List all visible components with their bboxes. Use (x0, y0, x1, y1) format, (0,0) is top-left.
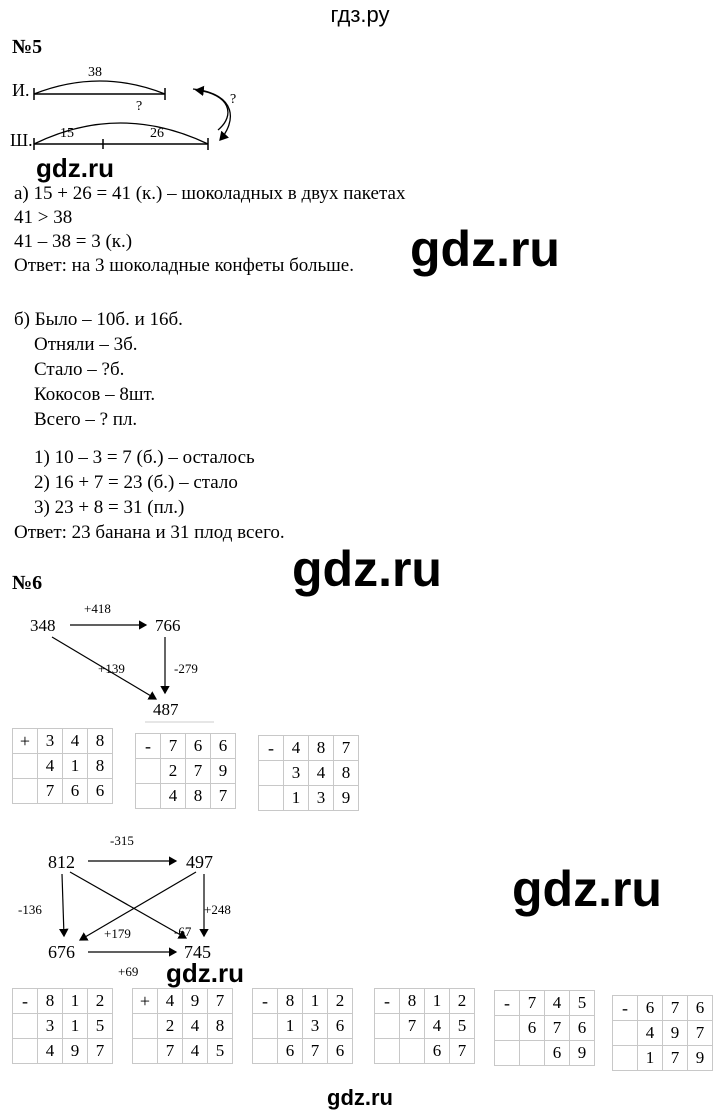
operation-sign: - (136, 734, 161, 759)
digit-cell: 4 (638, 1021, 663, 1046)
column-calc-table (135, 733, 236, 809)
digit-cell: 6 (638, 996, 663, 1021)
digit-cell: 4 (63, 729, 88, 754)
task5-b-answer: Ответ: 23 банана и 31 плод всего. (14, 522, 285, 543)
digit-cell: 6 (570, 1016, 595, 1041)
digit-cell: 1 (303, 989, 328, 1014)
digit-cell: 4 (158, 989, 183, 1014)
digit-cell: 9 (663, 1021, 688, 1046)
digit-cell: 7 (545, 1016, 570, 1041)
task5-step3: 3) 23 + 8 = 31 (пл.) (34, 497, 185, 518)
digit-cell: 6 (545, 1041, 570, 1066)
digit-cell: 3 (38, 1014, 63, 1039)
digit-cell: 8 (208, 1014, 233, 1039)
column-calc-table (612, 995, 713, 1071)
operation-sign: - (495, 991, 520, 1016)
digit-cell: 4 (309, 761, 334, 786)
digit-cell: 6 (278, 1039, 303, 1064)
digit-cell: 5 (88, 1014, 113, 1039)
digit-cell: 3 (38, 729, 63, 754)
label-q1: ? (136, 99, 143, 114)
digit-cell: 7 (520, 991, 545, 1016)
digit-cell: 4 (183, 1014, 208, 1039)
watermark: gdz.ru (410, 221, 560, 277)
digit-cell: 5 (208, 1039, 233, 1064)
task6-graph2 (0, 828, 260, 978)
digit-cell: 9 (63, 1039, 88, 1064)
digit-cell: 2 (328, 989, 353, 1014)
digit-cell: 2 (161, 759, 186, 784)
edge-plus248: +248 (204, 902, 231, 917)
digit-cell (400, 1039, 425, 1064)
digit-cell: 7 (303, 1039, 328, 1064)
node-487: 487 (153, 700, 179, 719)
digit-cell: 9 (570, 1041, 595, 1066)
edge-plus418: +418 (84, 601, 111, 616)
digit-cell: 7 (663, 996, 688, 1021)
task6-graph1 (0, 595, 230, 735)
digit-cell: 7 (400, 1014, 425, 1039)
operation-sign: - (253, 989, 278, 1014)
digit-cell: 6 (63, 779, 88, 804)
digit-cell: 6 (520, 1016, 545, 1041)
task5-b-line2: Отняли – 3б. (34, 334, 138, 355)
digit-cell: 1 (278, 1014, 303, 1039)
task5-a-line3: 41 – 38 = 3 (к.) (14, 231, 133, 252)
digit-cell: 6 (88, 779, 113, 804)
digit-cell: 9 (211, 759, 236, 784)
column-calc-table (374, 988, 475, 1064)
task6-title: №6 (12, 572, 43, 594)
digit-cell: 4 (183, 1039, 208, 1064)
digit-cell: 1 (638, 1046, 663, 1071)
label-15: 15 (60, 126, 74, 141)
watermark: gdz.ru (292, 541, 442, 597)
node-766: 766 (155, 616, 181, 635)
digit-cell: 8 (334, 761, 359, 786)
digit-cell: 6 (688, 996, 713, 1021)
digit-cell: 7 (38, 779, 63, 804)
label-38: 38 (88, 65, 102, 80)
column-calc-table (494, 990, 595, 1066)
digit-cell: 7 (161, 734, 186, 759)
digit-cell: 6 (211, 734, 236, 759)
digit-cell: 2 (450, 989, 475, 1014)
digit-cell: 4 (38, 754, 63, 779)
digit-cell: 7 (450, 1039, 475, 1064)
digit-cell: 6 (328, 1039, 353, 1064)
digit-cell: 3 (309, 786, 334, 811)
task5-a-line2: 41 > 38 (14, 207, 73, 228)
task5-title: №5 (12, 36, 43, 58)
task5-b-line4: Кокосов – 8шт. (34, 384, 156, 405)
digit-cell: 8 (38, 989, 63, 1014)
label-q2: ? (230, 92, 237, 107)
edge-minus279: -279 (174, 661, 198, 676)
digit-cell: 1 (63, 754, 88, 779)
site-header: гдз.ру (330, 2, 390, 27)
digit-cell: 4 (284, 736, 309, 761)
node-348: 348 (30, 616, 56, 635)
digit-cell (520, 1041, 545, 1066)
digit-cell: 7 (208, 989, 233, 1014)
digit-cell: 8 (186, 784, 211, 809)
column-calc-table (132, 988, 233, 1064)
edge-plus179: +179 (104, 926, 131, 941)
task5-b-line3: Стало – ?б. (34, 359, 125, 380)
column-calc-table (252, 988, 353, 1064)
edge-plus139: +139 (98, 661, 125, 676)
digit-cell: 1 (63, 989, 88, 1014)
digit-cell: 5 (450, 1014, 475, 1039)
task5-step2: 2) 16 + 7 = 23 (б.) – стало (34, 472, 238, 493)
digit-cell: 7 (88, 1039, 113, 1064)
node-812: 812 (48, 852, 75, 872)
digit-cell: 2 (158, 1014, 183, 1039)
operation-sign: - (13, 989, 38, 1014)
column-calc-table (12, 988, 113, 1064)
digit-cell: 2 (88, 989, 113, 1014)
digit-cell: 8 (400, 989, 425, 1014)
digit-cell: 4 (38, 1039, 63, 1064)
watermark: gdz.ru (166, 958, 244, 988)
row-label-i: И. (12, 80, 30, 100)
digit-cell: 8 (309, 736, 334, 761)
digit-cell: 6 (186, 734, 211, 759)
digit-cell: 8 (88, 754, 113, 779)
digit-cell: 4 (545, 991, 570, 1016)
task5-b-line1: б) Было – 10б. и 16б. (14, 309, 183, 330)
digit-cell: 3 (303, 1014, 328, 1039)
task5-b-line5: Всего – ? пл. (34, 409, 138, 430)
digit-cell: 1 (425, 989, 450, 1014)
edge-minus136: -136 (18, 902, 42, 917)
digit-cell: 7 (211, 784, 236, 809)
digit-cell: 7 (688, 1021, 713, 1046)
digit-cell: 4 (425, 1014, 450, 1039)
operation-sign: - (375, 989, 400, 1014)
node-745: 745 (184, 942, 211, 962)
task5-segment-diagram (0, 60, 260, 160)
digit-cell: 7 (186, 759, 211, 784)
digit-cell: 9 (334, 786, 359, 811)
digit-cell: 1 (284, 786, 309, 811)
watermark: gdz.ru (512, 861, 662, 917)
digit-cell: 8 (278, 989, 303, 1014)
digit-cell: 7 (334, 736, 359, 761)
operation-sign: + (133, 989, 158, 1014)
label-26: 26 (150, 126, 164, 141)
column-calc-table (12, 728, 113, 804)
edge-plus69: +69 (118, 964, 139, 978)
digit-cell: 9 (183, 989, 208, 1014)
digit-cell: 7 (158, 1039, 183, 1064)
task5-a-line1: а) 15 + 26 = 41 (к.) – шоколадных в двух пакетах (14, 183, 406, 204)
digit-cell: 6 (425, 1039, 450, 1064)
row-label-sh: Ш. (10, 130, 33, 150)
task5-a-answer: Ответ: на 3 шоколадные конфеты больше. (14, 255, 354, 276)
digit-cell: 6 (328, 1014, 353, 1039)
operation-sign: - (259, 736, 284, 761)
site-footer: gdz.ru (327, 1085, 393, 1110)
digit-cell: 9 (688, 1046, 713, 1071)
task5-step1: 1) 10 – 3 = 7 (б.) – осталось (34, 447, 255, 468)
digit-cell: 7 (663, 1046, 688, 1071)
digit-cell: 1 (63, 1014, 88, 1039)
digit-cell: 5 (570, 991, 595, 1016)
edge-minus67: -67 (174, 924, 192, 939)
column-calc-table (258, 735, 359, 811)
edge-minus315: -315 (110, 833, 134, 848)
watermark: gdz.ru (36, 153, 114, 183)
digit-cell: 4 (161, 784, 186, 809)
operation-sign: + (13, 729, 38, 754)
operation-sign: - (613, 996, 638, 1021)
digit-cell: 8 (88, 729, 113, 754)
node-676: 676 (48, 942, 75, 962)
node-497: 497 (186, 852, 213, 872)
digit-cell: 3 (284, 761, 309, 786)
